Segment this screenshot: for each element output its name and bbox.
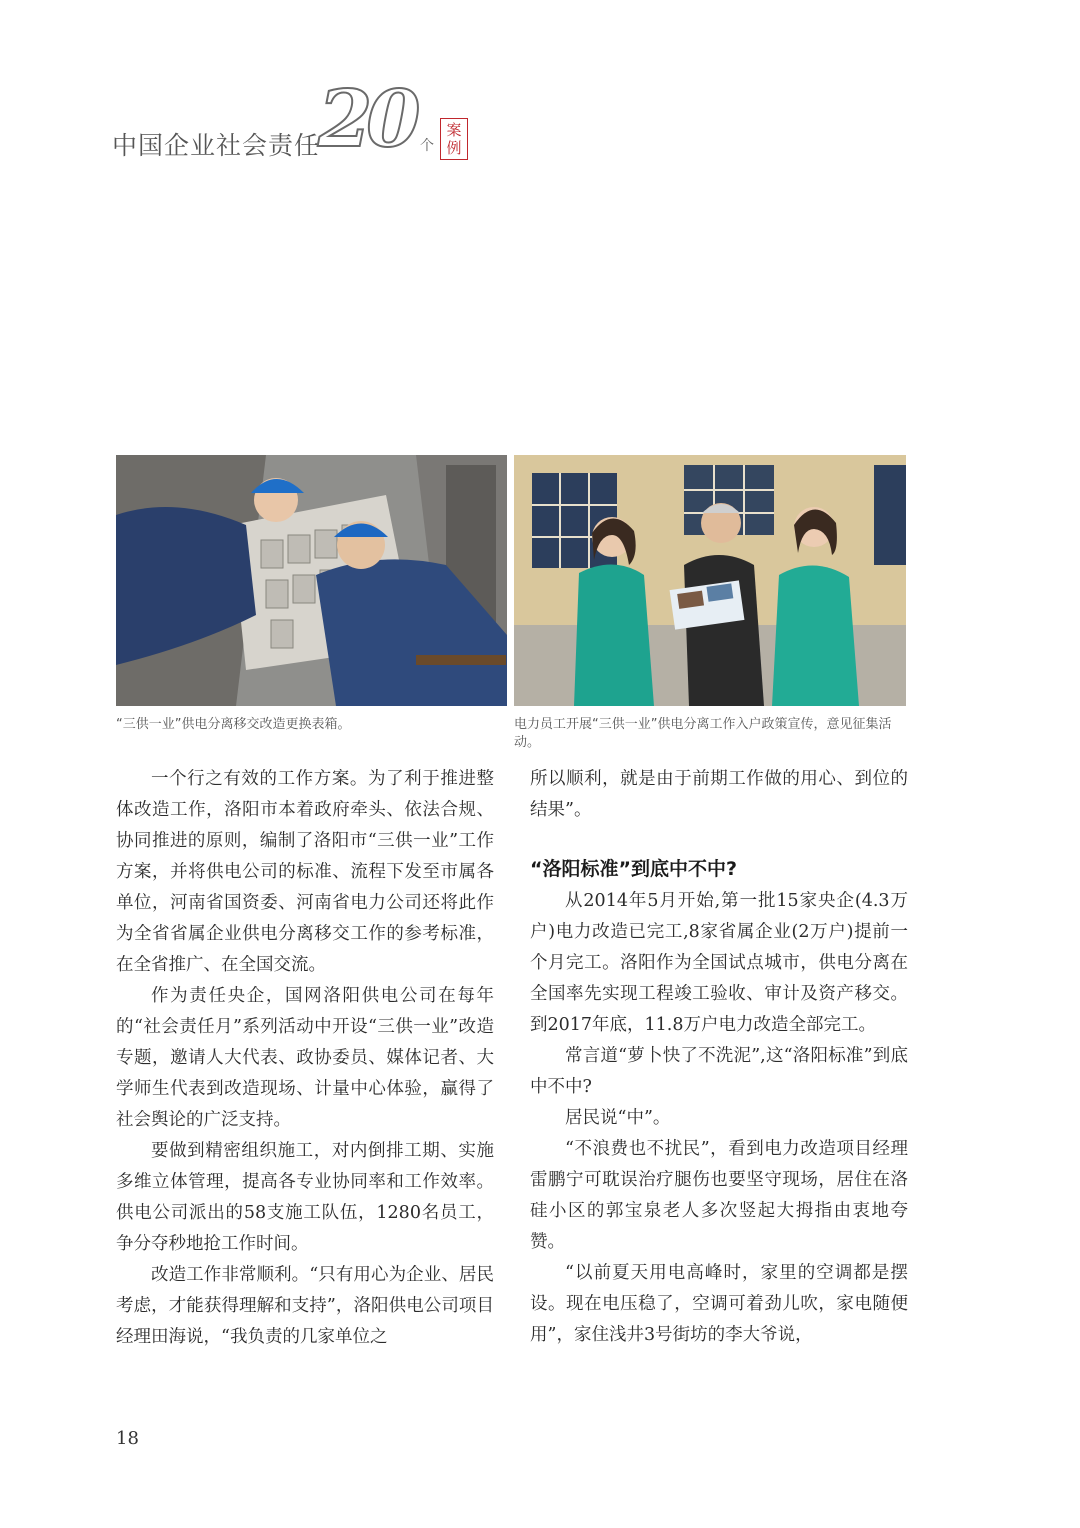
page-number: 18 bbox=[116, 1428, 139, 1449]
photo-meter-box-workers bbox=[116, 455, 507, 706]
paragraph: “不浪费也不扰民”，看到电力改造项目经理雷鹏宁可耽误治疗腿伤也要坚守现场，居住在洛硅小区的郭宝泉老人多次竖起大拇指由衷地夸赞。 bbox=[530, 1139, 908, 1252]
page-header bbox=[112, 74, 532, 170]
paragraph: 要做到精密组织施工，对内倒排工期、实施多维立体管理，提高各专业协同率和工作效率。供电公司派出的58支施工队伍，1280名员工，争分夺秒地抢工作时间。 bbox=[116, 1141, 494, 1254]
body-column-left bbox=[116, 764, 494, 1353]
body-column-right bbox=[530, 764, 908, 1351]
seal-char-2: 例 bbox=[446, 139, 462, 157]
paragraph: “以前夏天用电高峰时，家里的空调都是摆设。现在电压稳了，空调可着劲儿吹，家电随便用”，家住浅井3号街坊的李大爷说， bbox=[530, 1263, 908, 1345]
case-seal-stamp bbox=[440, 118, 468, 160]
paragraph: 居民说“中”。 bbox=[565, 1108, 671, 1128]
paragraph: 作为责任央企，国网洛阳供电公司在每年的“社会责任月”系列活动中开设“三供一业”改造专题，邀请人大代表、政协委员、媒体记者、大学师生代表到改造现场、计量中心体验，赢得了社会舆论的广泛支持。 bbox=[116, 986, 494, 1130]
paragraph-continued: 所以顺利，就是由于前期工作做的用心、到位的结果”。 bbox=[530, 769, 908, 820]
header-title: 中国企业社会责任 bbox=[112, 131, 321, 160]
photo-caption-right: 电力员工开展“三供一业”供电分离工作入户政策宣传，意见征集活动。 bbox=[514, 717, 892, 750]
seal-char-1: 案 bbox=[446, 121, 462, 139]
paragraph: 从2014年5月开始,第一批15家央企(4.3万户)电力改造已完工,8家省属企业(2万户)提前一个月完工。洛阳作为全国试点城市，供电分离在全国率先实现工程竣工验收、审计及资产移交。到2017年底，11.8万户电力改造全部完工。 bbox=[530, 891, 908, 1035]
photo-caption-left: “三供一业”供电分离移交改造更换表箱。 bbox=[116, 717, 351, 732]
photo-policy-publicity bbox=[514, 455, 906, 706]
paragraph: 常言道“萝卜快了不洗泥”,这“洛阳标准”到底中不中? bbox=[530, 1046, 908, 1097]
paragraph: 一个行之有效的工作方案。为了利于推进整体改造工作，洛阳市本着政府牵头、依法合规、协同推进的原则，编制了洛阳市“三供一业”工作方案，并将供电公司的标准、流程下发至市属各单位，河南省国资委、河南省电力公司还将此作为全省省属企业供电分离移交工作的参考标准，在全省推广、在全国交流。 bbox=[116, 769, 494, 975]
header-unit: 个 bbox=[420, 138, 434, 154]
section-heading: “洛阳标准”到底中不中? bbox=[530, 858, 737, 880]
header-number-20: 20 bbox=[318, 74, 415, 165]
paragraph: 改造工作非常顺利。“只有用心为企业、居民考虑，才能获得理解和支持”，洛阳供电公司项目经理田海说，“我负责的几家单位之 bbox=[116, 1265, 494, 1347]
